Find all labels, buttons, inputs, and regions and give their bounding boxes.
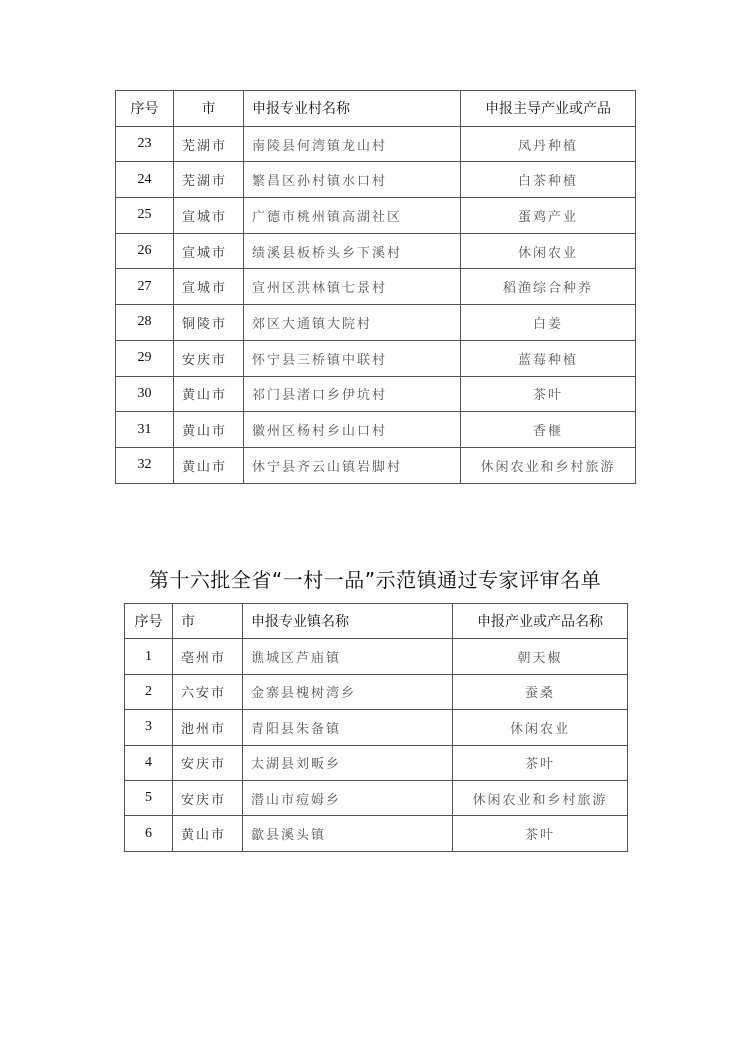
cell-village-name: 郊区大通镇大院村: [244, 305, 461, 341]
table-row: [125, 745, 628, 780]
cell-city: 黄山市: [174, 412, 244, 448]
cell-city: 安庆市: [173, 780, 243, 815]
cell-serial: 23: [116, 126, 174, 162]
table-row: [116, 412, 636, 448]
cell-city: 宣城市: [174, 233, 244, 269]
cell-village-name: 宣州区洪林镇七景村: [244, 269, 461, 305]
table-header-row: [116, 91, 636, 127]
table-row: [116, 162, 636, 198]
cell-city: 池州市: [173, 710, 243, 745]
cell-city: 亳州市: [173, 639, 243, 674]
cell-city: 宣城市: [174, 269, 244, 305]
cell-city: 黄山市: [173, 816, 243, 851]
table-row: [116, 198, 636, 234]
cell-village-name: 广德市桃州镇高湖社区: [244, 198, 461, 234]
cell-city: 芜湖市: [174, 126, 244, 162]
table-row: [116, 126, 636, 162]
cell-serial: 31: [116, 412, 174, 448]
cell-city: 安庆市: [174, 340, 244, 376]
cell-town-name: 谯城区芦庙镇: [243, 639, 453, 674]
cell-serial: 6: [125, 816, 173, 851]
cell-product: 茶叶: [453, 745, 628, 780]
cell-product: 休闲农业和乡村旅游: [461, 447, 636, 483]
cell-product: 凤丹种植: [461, 126, 636, 162]
cell-product: 休闲农业和乡村旅游: [453, 780, 628, 815]
cell-village-name: 休宁县齐云山镇岩脚村: [244, 447, 461, 483]
cell-serial: 26: [116, 233, 174, 269]
cell-town-name: 太湖县刘畈乡: [243, 745, 453, 780]
cell-product: 白姜: [461, 305, 636, 341]
header-product: 申报产业或产品名称: [453, 604, 628, 639]
cell-serial: 28: [116, 305, 174, 341]
cell-serial: 4: [125, 745, 173, 780]
cell-city: 安庆市: [173, 745, 243, 780]
table-row: [116, 233, 636, 269]
table-row: [125, 816, 628, 851]
cell-town-name: 金寨县槐树湾乡: [243, 674, 453, 709]
header-city: 市: [173, 604, 243, 639]
cell-product: 蚕桑: [453, 674, 628, 709]
header-city: 市: [174, 91, 244, 127]
cell-village-name: 南陵县何湾镇龙山村: [244, 126, 461, 162]
header-serial: 序号: [125, 604, 173, 639]
cell-product: 茶叶: [453, 816, 628, 851]
cell-product: 蓝莓种植: [461, 340, 636, 376]
cell-product: 香榧: [461, 412, 636, 448]
cell-village-name: 祁门县渚口乡伊坑村: [244, 376, 461, 412]
cell-product: 休闲农业: [461, 233, 636, 269]
header-town-name: 申报专业镇名称: [243, 604, 453, 639]
cell-serial: 5: [125, 780, 173, 815]
demonstration-town-table: [124, 603, 628, 852]
cell-product: 茶叶: [461, 376, 636, 412]
cell-product: 休闲农业: [453, 710, 628, 745]
cell-city: 黄山市: [174, 376, 244, 412]
cell-serial: 30: [116, 376, 174, 412]
cell-city: 铜陵市: [174, 305, 244, 341]
table-row: [125, 639, 628, 674]
cell-village-name: 繁昌区孙村镇水口村: [244, 162, 461, 198]
cell-serial: 25: [116, 198, 174, 234]
header-product: 申报主导产业或产品: [461, 91, 636, 127]
table-row: [125, 710, 628, 745]
cell-serial: 29: [116, 340, 174, 376]
cell-village-name: 徽州区杨村乡山口村: [244, 412, 461, 448]
section-title: 第十六批全省“一村一品”示范镇通过专家评审名单: [148, 568, 602, 592]
table-header-row: [125, 604, 628, 639]
cell-town-name: 青阳县朱备镇: [243, 710, 453, 745]
cell-city: 宣城市: [174, 198, 244, 234]
cell-town-name: 歙县溪头镇: [243, 816, 453, 851]
cell-city: 芜湖市: [174, 162, 244, 198]
cell-serial: 24: [116, 162, 174, 198]
table-row: [116, 376, 636, 412]
cell-city: 六安市: [173, 674, 243, 709]
cell-serial: 1: [125, 639, 173, 674]
cell-town-name: 潜山市痘姆乡: [243, 780, 453, 815]
table-row: [116, 305, 636, 341]
cell-product: 蛋鸡产业: [461, 198, 636, 234]
cell-village-name: 绩溪县板桥头乡下溪村: [244, 233, 461, 269]
table-row: [116, 269, 636, 305]
cell-serial: 32: [116, 447, 174, 483]
cell-product: 稻渔综合种养: [461, 269, 636, 305]
table-row: [116, 340, 636, 376]
header-village-name: 申报专业村名称: [244, 91, 461, 127]
cell-city: 黄山市: [174, 447, 244, 483]
table-row: [125, 674, 628, 709]
cell-product: 白茶种植: [461, 162, 636, 198]
cell-serial: 27: [116, 269, 174, 305]
header-serial: 序号: [116, 91, 174, 127]
specialty-village-table: [115, 90, 636, 484]
cell-product: 朝天椒: [453, 639, 628, 674]
cell-serial: 3: [125, 710, 173, 745]
cell-serial: 2: [125, 674, 173, 709]
table-row: [125, 780, 628, 815]
table-row: [116, 447, 636, 483]
cell-village-name: 怀宁县三桥镇中联村: [244, 340, 461, 376]
